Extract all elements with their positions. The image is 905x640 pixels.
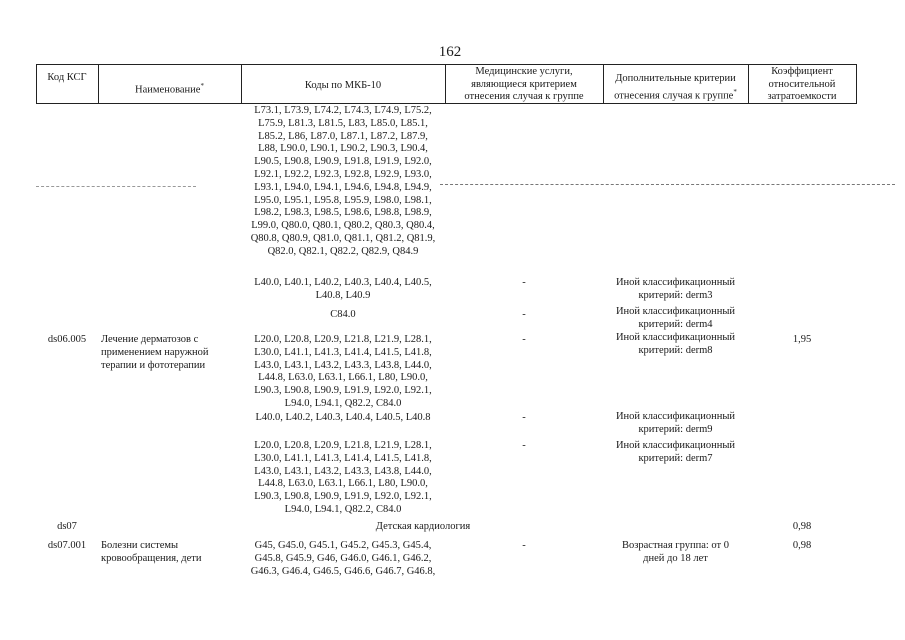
header-divider — [856, 64, 857, 103]
extra-criteria-cell: Возрастная группа: от 0 дней до 18 лет — [622, 540, 729, 564]
extra-criteria-cell: Иной классификационный критерий: derm3 — [615, 277, 736, 301]
extra-criteria-cell: Иной классификационный критерий: derm7 — [615, 440, 736, 464]
header-divider — [241, 64, 242, 103]
ksg-code-cell: ds07 — [57, 521, 77, 532]
header-coefficient: Коэффициент относительной затратоемкости — [767, 66, 837, 102]
header-divider — [98, 64, 99, 103]
ksg-name-cell: Лечение дерматозов с применением наружной терапии и фототерапии — [101, 334, 209, 371]
header-name — [100, 80, 239, 97]
icd-codes-cell: L40.0, L40.2, L40.3, L40.4, L40.5, L40.8 — [255, 412, 431, 423]
services-cell: - — [522, 540, 526, 551]
header-services: Медицинские услуги, являющиеся критерием отнесения случая к группе — [464, 66, 584, 102]
services-cell: - — [522, 334, 526, 345]
icd-codes-cell: L40.0, L40.1, L40.2, L40.3, L40.4, L40.5, L40.8, L40.9 — [254, 277, 432, 301]
header-divider — [603, 64, 604, 103]
extra-criteria-cell: Иной классификационный критерий: derm9 — [615, 411, 736, 435]
icd-codes-cell: C84.0 — [330, 309, 356, 320]
page-number: 162 — [438, 44, 462, 60]
header-extra-criteria — [605, 73, 746, 103]
ksg-code-cell: ds06.005 — [47, 334, 87, 345]
ksg-name-cell: Болезни системы кровообращения, дети — [101, 540, 202, 564]
icd-codes-cell: L20.0, L20.8, L20.9, L21.8, L21.9, L28.1, L30.0, L41.1, L41.3, L41.4, L41.5, L41.8, L43.0, L43.1, L43.2, L43.3, L43.8, L44.0, L44.8, L63.0, L63.1, L66.1, L80, L90.0, L90.3, L90.8, L90.9, L91.9, L92.0, L92.1, L94.0, L94.1, Q82.2, C84.0 — [254, 440, 432, 515]
header-name-text: Наименование — [135, 84, 201, 96]
ksg-code-cell: ds07.001 — [47, 540, 87, 551]
extra-criteria-cell: Иной классификационный критерий: derm4 — [615, 306, 736, 330]
header-divider — [748, 64, 749, 103]
services-cell: - — [522, 309, 526, 320]
header-top-rule — [36, 64, 857, 65]
header-name-mark: * — [200, 82, 204, 90]
services-cell: - — [522, 440, 526, 451]
header-code-ksg: Код КСГ — [47, 72, 87, 83]
services-cell: - — [522, 412, 526, 423]
coefficient-cell: 0,98 — [792, 540, 812, 551]
icd-codes-cell: L73.1, L73.9, L74.2, L74.3, L74.9, L75.2, L75.9, L81.3, L81.5, L83, L85.0, L85.1, L85.2, L86, L87.0, L87.1, L87.2, L87.9, L88, L90.0, L90.1, L90.2, L90.3, L90.4, L90.5, L90.8, L90.9, L91.8, L91.9, L92.0, L92.1, L92.2, L92.3, L92.8, L92.9, L93.0, L93.1, L94.0, L94.1, L94.6, L94.8, L94.9, L95.0, L95.1, L95.8, L95.9, L98.0, L98.1, L98.2, L98.3, L98.5, L98.6, L98.8, L98.9, L99.0, Q80.0, Q80.1, Q80.2, Q80.3, Q80.4, Q80.8, Q80.9, Q81.0, Q81.1, Q81.2, Q81.9, Q82.0, Q82.1, Q82.2, Q82.9, Q84.9 — [250, 105, 436, 257]
coefficient-cell: 0,98 — [792, 521, 812, 532]
coefficient-cell: 1,95 — [792, 334, 812, 345]
section-title: Детская кардиология — [375, 521, 471, 532]
header-extra-text: Дополнительные критерии отнесения случая к группе — [614, 73, 736, 101]
header-divider — [36, 64, 37, 103]
icd-codes-cell: G45, G45.0, G45.1, G45.2, G45.3, G45.4, G45.8, G45.9, G46, G46.0, G46.1, G46.2, G46.3, G46.4, G46.5, G46.6, G46.7, G46.8, — [250, 540, 436, 577]
scan-artifact-line — [36, 186, 196, 187]
header-icd-codes: Коды по МКБ-10 — [304, 80, 382, 91]
header-extra-mark: * — [733, 87, 737, 96]
services-cell: - — [522, 277, 526, 288]
icd-codes-cell: L20.0, L20.8, L20.9, L21.8, L21.9, L28.1, L30.0, L41.1, L41.3, L41.4, L41.5, L41.8, L43.0, L43.1, L43.2, L43.3, L43.8, L44.0, L44.8, L63.0, L63.1, L66.1, L80, L90.0, L90.3, L90.8, L90.9, L91.9, L92.0, L92.1, L94.0, L94.1, Q82.2, C84.0 — [254, 334, 432, 409]
extra-criteria-cell: Иной классификационный критерий: derm8 — [615, 332, 736, 356]
scan-artifact-line — [440, 184, 895, 185]
header-divider — [445, 64, 446, 103]
